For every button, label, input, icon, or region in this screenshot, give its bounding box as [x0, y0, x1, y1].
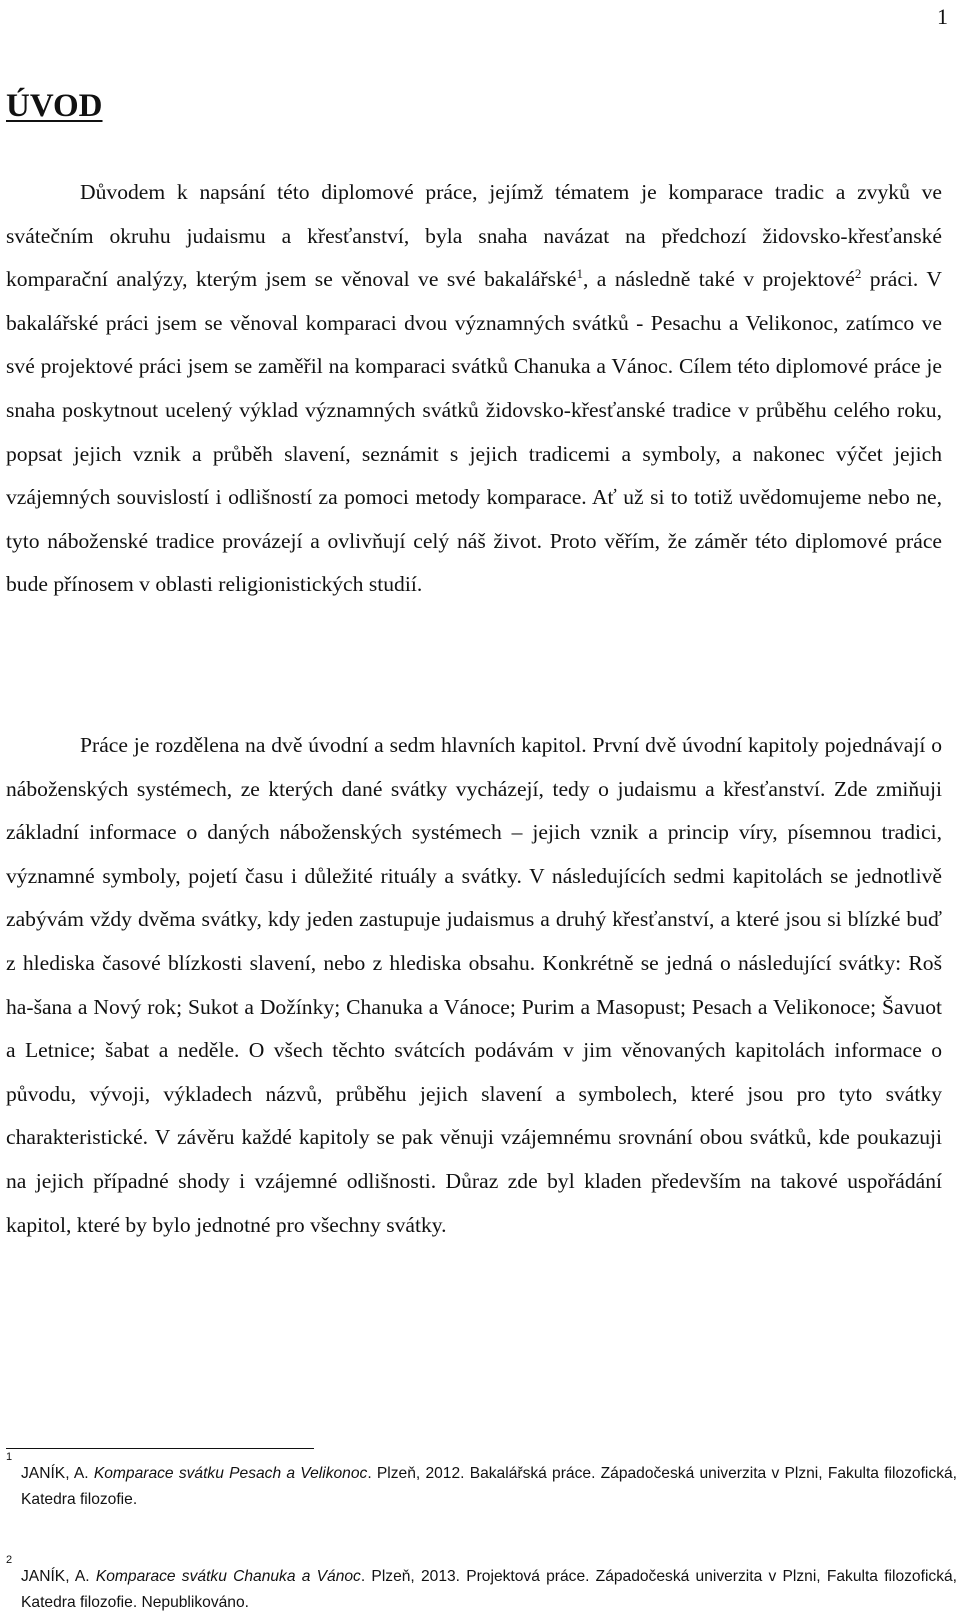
footnote-1-title: Komparace svátku Pesach a Velikonoc	[93, 1465, 368, 1482]
paragraph-1-text-b: , a následně také v projektové	[582, 267, 855, 292]
footnote-2-title: Komparace svátku Chanuka a Vánoc	[95, 1568, 361, 1585]
footnote-2	[6, 1554, 958, 1615]
footnote-2-details: . Plzeň, 2013. Projektová práce. Západočeská univerzita v Plzni, Fakulta filozofická, Katedra filozofie. Nepublikováno.	[21, 1568, 958, 1611]
footnote-2-mark: 2	[6, 1554, 13, 1566]
paragraph-1-text-c: práci. V bakalářské práci jsem se věnoval komparaci dvou významných svátků - Pesachu a Velikonoc, zatímco ve své projektové práci jsem se zaměřil na komparaci svátků Chanuka a Vánoc. Cílem této diplomové práce je snaha poskytnout ucelený výklad významných svátků židovsko-křesťanské tradice v průběhu celého roku, popsat jejich vznik a průběh slavení, seznámit s jejich tradicemi a symboly, a nakonec výčet jejich vzájemných souvislostí i odlišností za pomoci metody komparace. Ať už si to totiž uvědomujeme nebo ne, tyto náboženské tradice provázejí a ovlivňují celý náš život. Proto věřím, že záměr této diplomové práce bude přínosem v oblasti religionistických studií.	[6, 267, 942, 597]
footnote-2-author: JANÍK, A.	[21, 1568, 96, 1585]
footnote-1-details: . Plzeň, 2012. Bakalářská práce. Západočeská univerzita v Plzni, Fakulta filozofická, Katedra filozofie.	[21, 1465, 957, 1508]
intro-paragraph-1	[6, 171, 942, 607]
footnote-1	[6, 1451, 957, 1512]
footnote-ref-2[interactable]: 2	[854, 266, 862, 281]
footnote-separator	[6, 1448, 314, 1449]
page-number: 1	[937, 4, 948, 29]
chapter-heading: ÚVOD	[6, 88, 103, 124]
footnote-1-mark: 1	[6, 1451, 13, 1463]
paragraph-1-text-a: Důvodem k napsání této diplomové práce, jejímž tématem je komparace tradic a zvyků ve svátečním okruhu judaismu a křesťanství, byla snaha navázat na předchozí židovsko-křesťanské komparační analýzy, kterým jsem se věnoval ve své bakalářské	[6, 180, 942, 292]
footnote-1-author: JANÍK, A.	[21, 1465, 94, 1482]
footnote-ref-1[interactable]: 1	[576, 266, 583, 281]
intro-paragraph-2: Práce je rozdělena na dvě úvodní a sedm hlavních kapitol. První dvě úvodní kapitoly pojednávají o náboženských systémech, ze kterých dané svátky vycházejí, tedy o judaismu a křesťanství. Zde zmiňuji základní informace o daných náboženských systémech – jejich vznik a princip víry, písemnou tradici, významné symboly, pojetí času i důležité rituály a svátky. V následujících sedmi kapitolách se jednotlivě zabývám vždy dvěma svátky, kdy jeden zastupuje judaismus a druhý křesťanství, a které jsou si blízké buď z hlediska časové blízkosti slavení, nebo z hlediska obsahu. Konkrétně se jedná o následující svátky: Roš ha-šana a Nový rok; Sukot a Dožínky; Chanuka a Vánoce; Purim a Masopust; Pesach a Velikonoce; Šavuot a Letnice; šabat a neděle. O všech těchto svátcích podávám v jim věnovaných kapitolách informace o původu, vývoji, výkladech názvů, průběhu jejich slavení a symbolech, které jsou pro tyto svátky charakteristické. V závěru každé kapitoly se pak věnuji vzájemnému srovnání obou svátků, kde poukazuji na jejich případné shody i vzájemné odlišnosti. Důraz zde byl kladen především na takové uspořádání kapitol, které by bylo jednotné pro všechny svátky.	[6, 733, 942, 1237]
